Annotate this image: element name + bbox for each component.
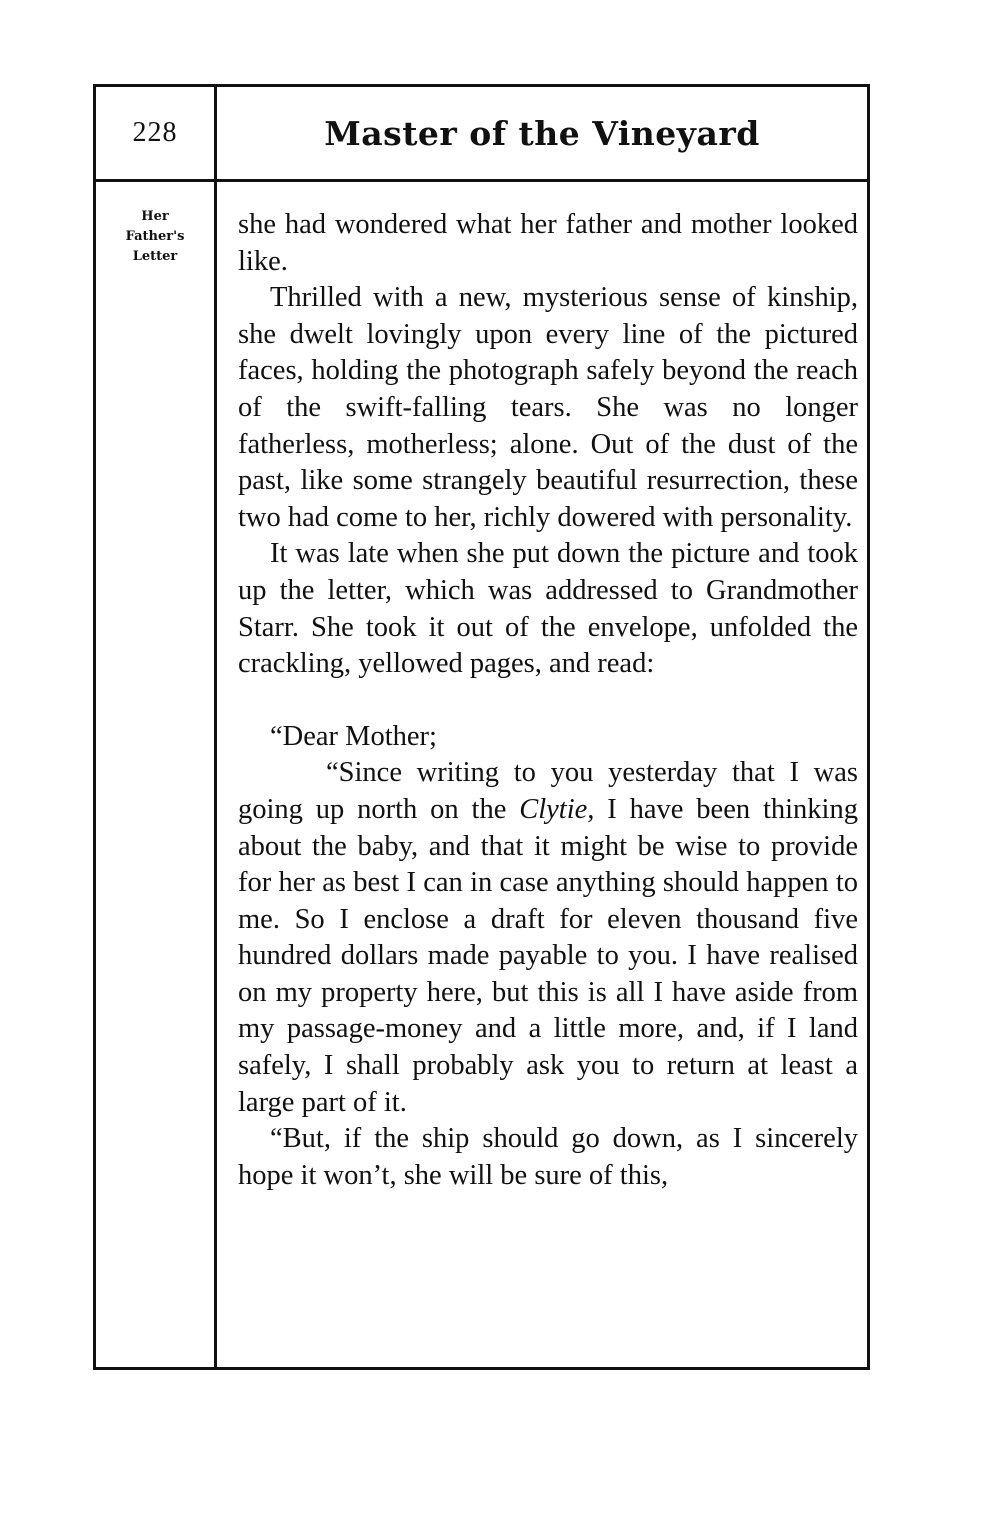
side-note-line: Letter: [132, 249, 178, 264]
paragraph: [238, 755, 858, 1121]
paragraph: Thrilled with a new, mysterious sense of kinship, she dwelt lovingly upon every line of the pictured faces, holding the photograph safely beyond the reach of the swift-falling tears. She was no longer fatherless, motherless; alone. Out of the dust of the past, like some strangely beautiful resurrection, these two had come to her, richly dowered with personality.: [238, 282, 858, 533]
letter-salutation: “Dear Mother;: [270, 720, 437, 752]
ship-name: Clytie,: [519, 793, 595, 825]
side-note: [100, 207, 210, 267]
paragraph: “But, if the ship should go down, as I sincerely hope it won’t, she will be sure of this,: [238, 1123, 858, 1191]
running-title: Master of the Vineyard: [324, 113, 760, 153]
side-note-line: Her: [141, 209, 169, 224]
page-number: 228: [132, 117, 178, 148]
paragraph-text: I have been thinking about the baby, and that it might be wise to provide for her as best I can in case anything should happen to me. So I enclose a draft for eleven thousand five hundred dollars made payable to you. I have realised on my property here, but this is all I have aside from my passage-money and a little more, and, if I land safely, I shall probably ask you to return at least a large part of it.: [238, 793, 858, 1118]
body-text: [238, 207, 858, 1194]
column-divider: [214, 87, 217, 1367]
paragraph: It was late when she put down the picture and took up the letter, which was addressed to Grandmother Starr. She took it out of the envelope, unfolded the crackling, yellowed pages, and read:: [238, 538, 858, 680]
paragraph-text: “Since writing to you yesterday that I was going up north on the: [238, 757, 858, 825]
paragraph: she had wondered what her father and mother looked like.: [238, 209, 858, 277]
header-divider: [96, 179, 867, 182]
side-note-line: Father's: [125, 229, 185, 244]
page-frame: [93, 84, 870, 1370]
